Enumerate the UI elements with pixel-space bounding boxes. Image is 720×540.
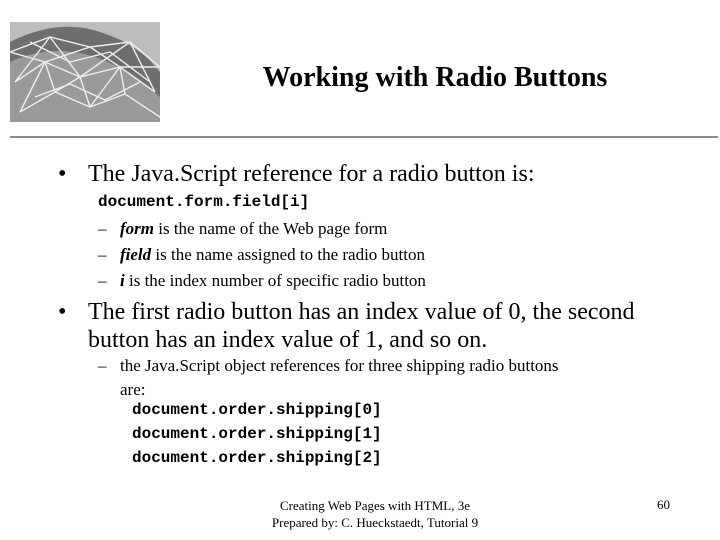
term-index: i [120,271,125,290]
term-form: form [120,219,154,238]
dash-marker: – [98,245,107,264]
dash-marker: – [98,271,107,290]
bullet-text-2-line2: button has an index value of 1, and so on. [88,327,488,353]
bullet-text-1: The Java.Script reference for a radio button is: [88,161,535,187]
code-line-shipping-0: document.order.shipping[0] [132,401,382,419]
bullet-text-2-line1: The first radio button has an index value of 0, the second [88,299,635,325]
footer-line-2: Prepared by: C. Hueckstaedt, Tutorial 9 [271,515,479,530]
desc-form: is the name of the Web page form [154,219,388,238]
sub-text-shipping-line2: are: [120,380,146,399]
desc-field: is the name assigned to the radio button [151,245,425,264]
dash-marker: – [98,219,107,238]
footer-line-1: Creating Web Pages with HTML, 3e [279,498,471,513]
code-reference-1: document.form.field[i] [98,193,310,211]
page-number: 60 [657,497,670,512]
logo-image [10,22,160,122]
dash-marker: – [98,356,107,375]
slide-title: Working with Radio Buttons [262,62,608,93]
code-line-shipping-2: document.order.shipping[2] [132,449,382,467]
bullet-marker: • [58,161,67,187]
title-divider [10,136,718,138]
footer-credit [210,497,540,531]
term-field: field [120,245,152,264]
bullet-marker: • [58,299,67,325]
logo-sculpture-icon [10,22,160,122]
code-line-shipping-1: document.order.shipping[1] [132,425,382,443]
sub-text-shipping-line1: the Java.Script object references for three shipping radio buttons [120,356,559,375]
desc-index: is the index number of specific radio button [124,271,426,290]
